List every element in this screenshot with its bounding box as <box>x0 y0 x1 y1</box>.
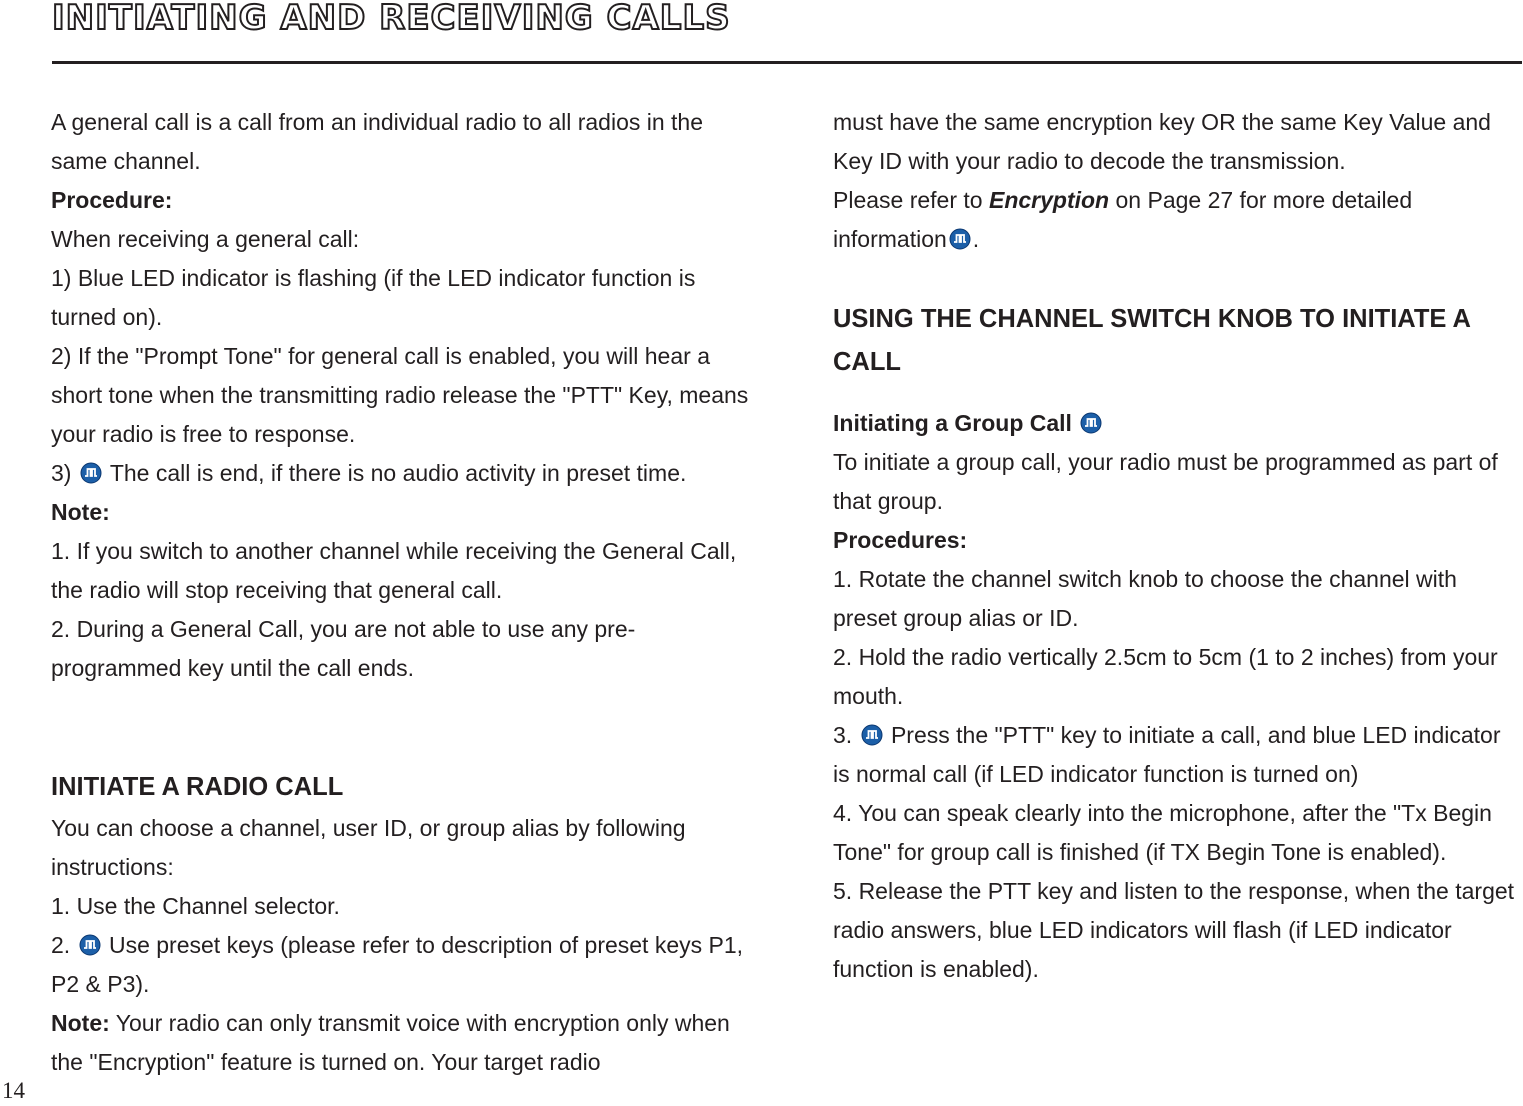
feature-flag-icon <box>1080 412 1102 434</box>
instruction-2 <box>51 926 751 1004</box>
section-title-channel-switch: USING THE CHANNEL SWITCH KNOB TO INITIATE A CALL <box>833 305 1471 376</box>
instruction-2-number: 2. <box>51 932 71 958</box>
section-title-initiate-radio-call: INITIATE A RADIO CALL <box>51 773 344 801</box>
group-call-intro: To initiate a group call, your radio must be programmed as part of that group. <box>833 449 1498 514</box>
left-column <box>51 103 751 1082</box>
refer-period: . <box>972 226 980 252</box>
group-call-heading <box>833 404 1523 443</box>
procedures-heading: Procedures: <box>833 527 968 553</box>
encryption-note-text: Your radio can only transmit voice with encryption only when the "Encryption" feature is turned on. Your target radio <box>51 1010 730 1075</box>
feature-flag-icon <box>861 724 883 746</box>
step-3-number: 3) <box>51 460 72 486</box>
feature-flag-icon <box>949 228 971 250</box>
feature-flag-icon <box>79 934 101 956</box>
feature-flag-icon <box>80 462 102 484</box>
note-heading: Note: <box>51 499 110 525</box>
encryption-note-label: Note: <box>51 1010 110 1036</box>
encryption-note <box>51 1004 751 1082</box>
encryption-reference <box>833 181 1523 259</box>
refer-prefix: Please refer to <box>833 187 983 213</box>
procedure-1: 1. Rotate the channel switch knob to choose the channel with preset group alias or ID. <box>833 566 1457 631</box>
procedure-4: 4. You can speak clearly into the microphone, after the "Tx Begin Tone" for group call is finished (if TX Begin Tone is enabled). <box>833 800 1492 865</box>
note-1: 1. If you switch to another channel while receiving the General Call, the radio will stop receiving that general call. <box>51 538 737 603</box>
procedure-3 <box>833 716 1523 794</box>
general-call-intro: A general call is a call from an individual radio to all radios in the same channel. <box>51 109 704 174</box>
instruction-1: 1. Use the Channel selector. <box>51 893 340 919</box>
title-rule <box>52 61 1522 64</box>
receive-step-1: 1) Blue LED indicator is flashing (if the LED indicator function is turned on). <box>51 265 696 330</box>
procedure-5: 5. Release the PTT key and listen to the response, when the target radio answers, blue LED indicators will flash (if LED indicator function is enabled). <box>833 878 1515 982</box>
refer-end: information <box>833 226 947 252</box>
procedure-3-text: Press the "PTT" key to initiate a call, and blue LED indicator is normal call (if LED indicator function is turned on) <box>833 722 1501 787</box>
refer-suffix: on Page 27 for more detailed <box>1115 187 1413 213</box>
instruction-2-text: Use preset keys (please refer to description of preset keys P1, P2 & P3). <box>51 932 744 997</box>
group-call-heading-text: Initiating a Group Call <box>833 410 1072 436</box>
right-column <box>833 103 1523 989</box>
procedure-3-number: 3. <box>833 722 853 748</box>
when-receiving: When receiving a general call: <box>51 226 360 252</box>
page-title: INITIATING AND RECEIVING CALLS <box>52 0 731 38</box>
procedure-heading: Procedure: <box>51 187 173 213</box>
note-2: 2. During a General Call, you are not able to use any pre-programmed key until the call ends. <box>51 616 636 681</box>
initiate-intro: You can choose a channel, user ID, or group alias by following instructions: <box>51 815 686 880</box>
page-number: 14 <box>2 1078 25 1103</box>
receive-step-3 <box>51 454 751 493</box>
procedure-2: 2. Hold the radio vertically 2.5cm to 5cm (1 to 2 inches) from your mouth. <box>833 644 1498 709</box>
step-3-text: The call is end, if there is no audio activity in preset time. <box>109 460 687 486</box>
receive-step-2: 2) If the "Prompt Tone" for general call is enabled, you will hear a short tone when the transmitting radio release the "PTT" Key, means your radio is free to response. <box>51 343 749 447</box>
encryption-link[interactable]: Encryption <box>988 187 1110 213</box>
encryption-continued: must have the same encryption key OR the same Key Value and Key ID with your radio to decode the transmission. <box>833 109 1491 174</box>
